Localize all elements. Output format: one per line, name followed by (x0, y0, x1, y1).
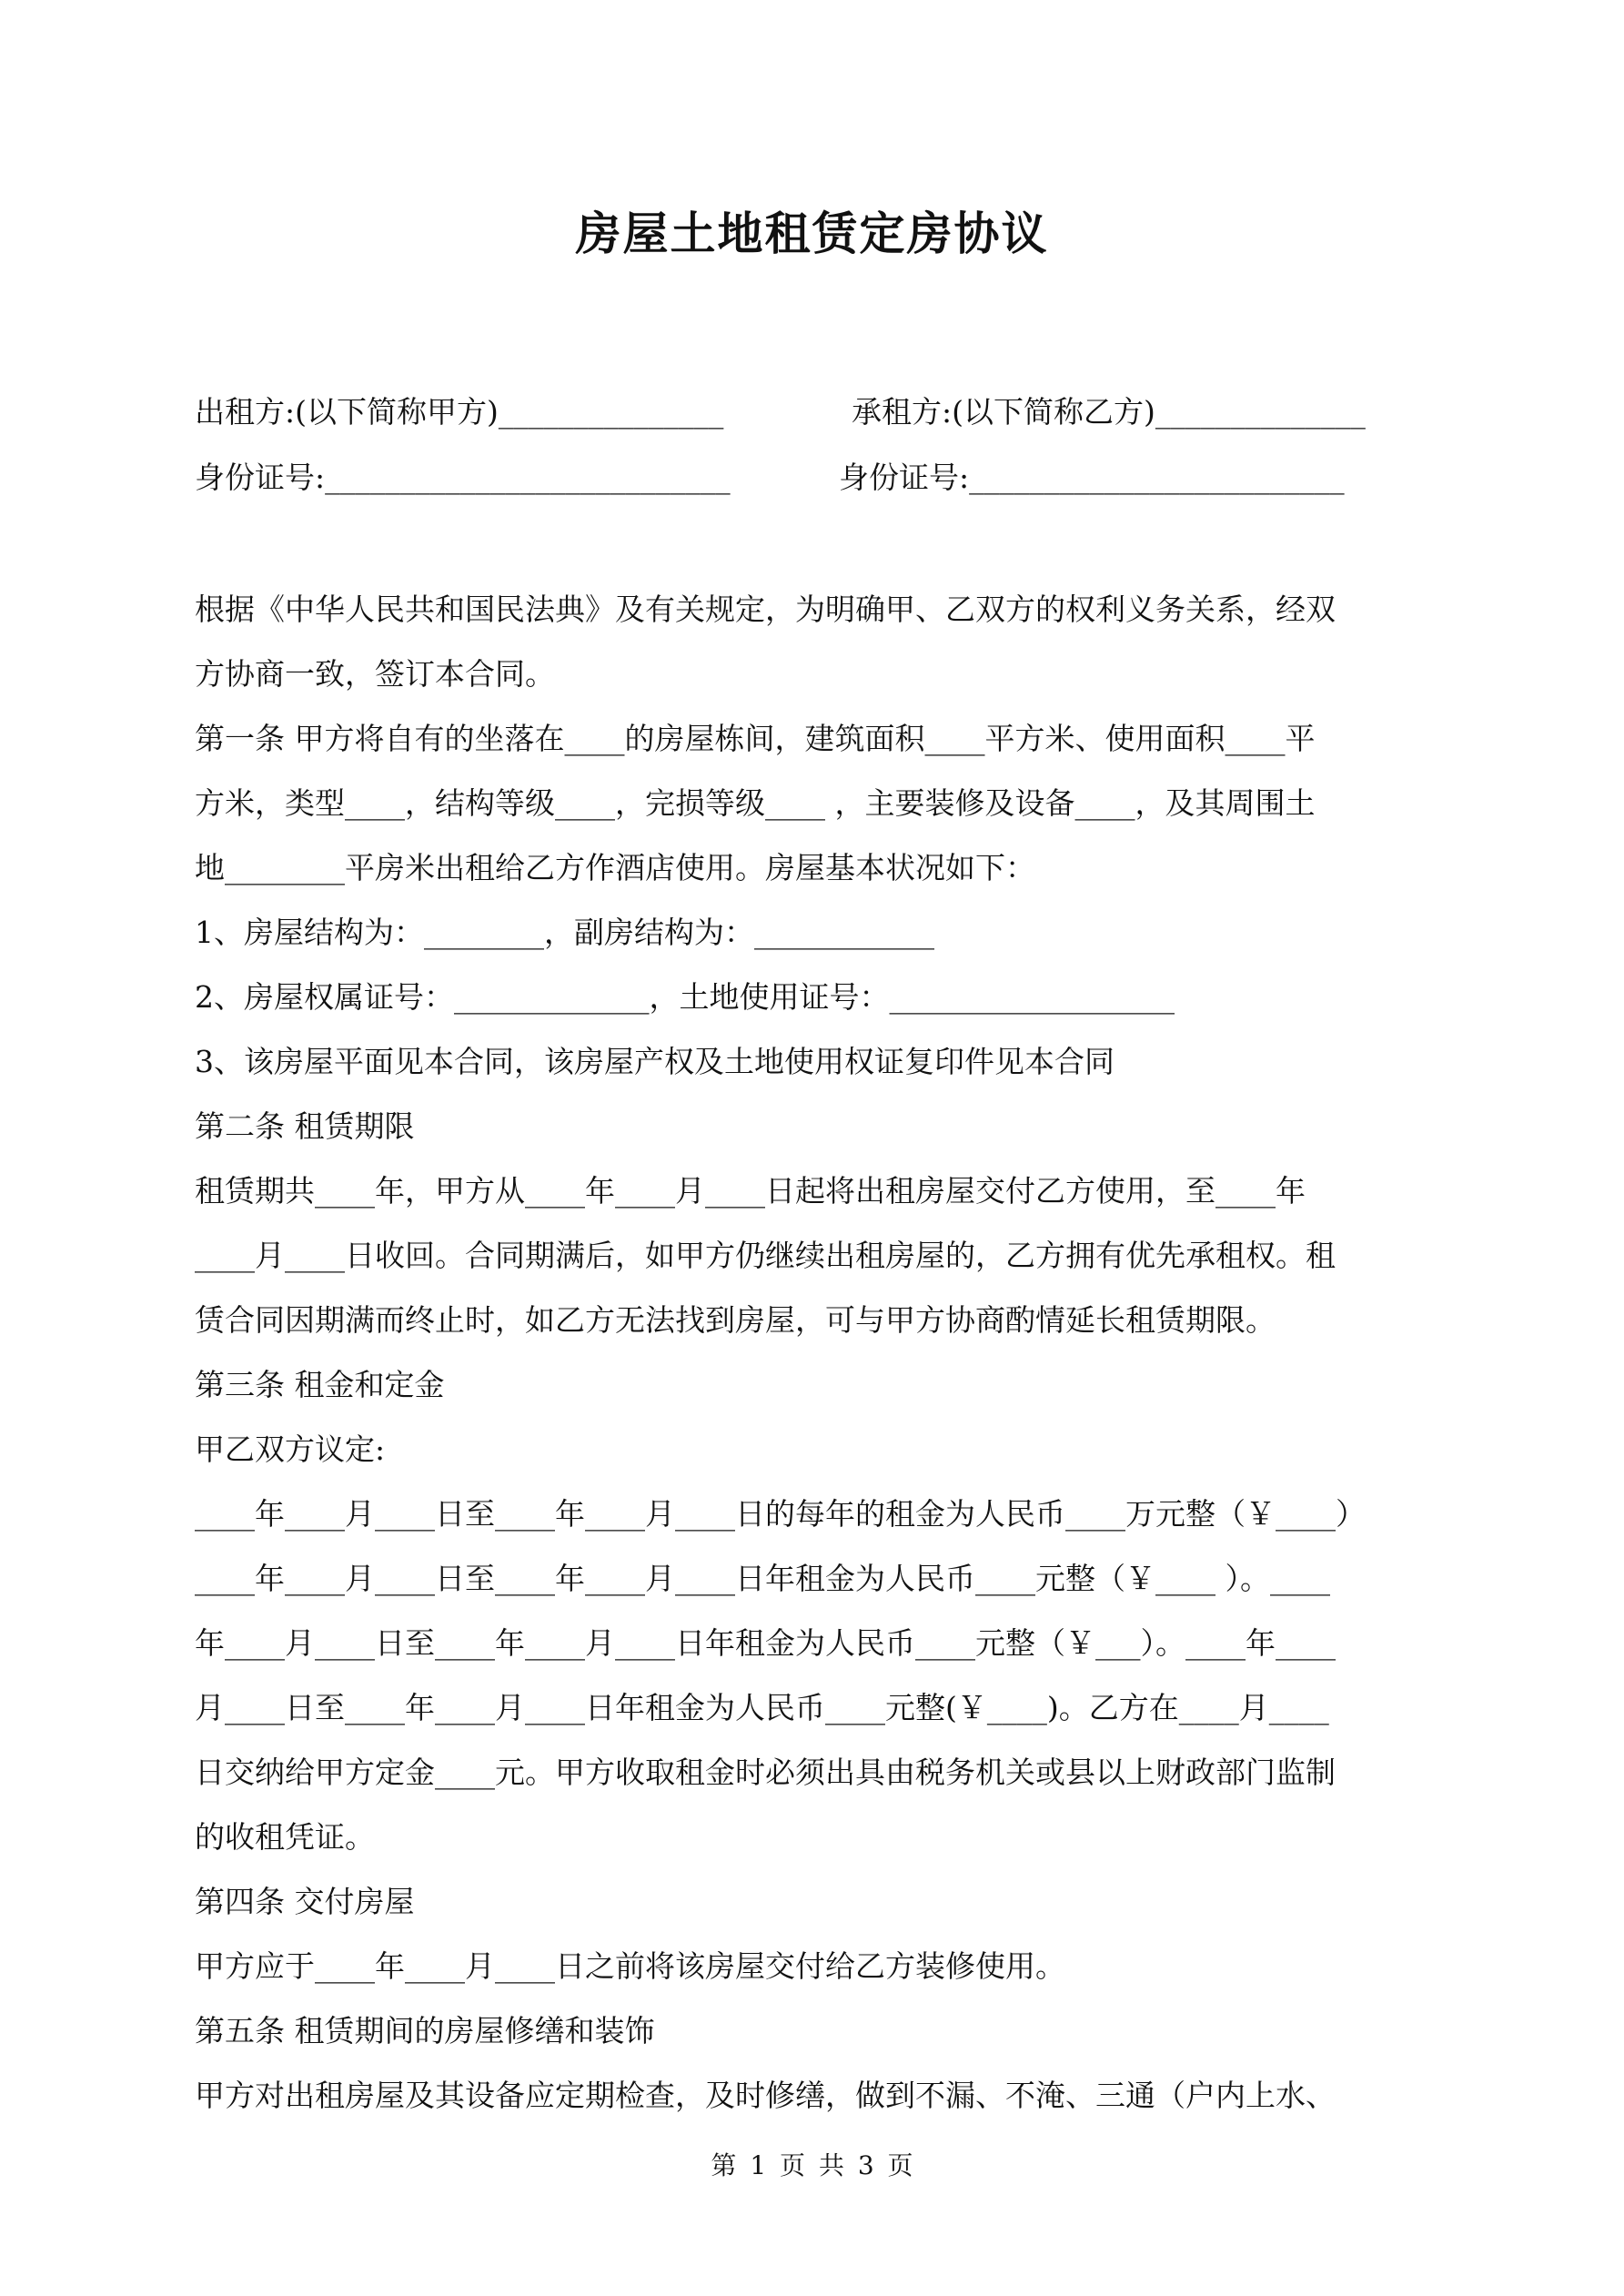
body-line: ____月____日收回。合同期满后，如甲方仍继续出租房屋的，乙方拥有优先承租权。租 (195, 1238, 1336, 1273)
body-line: 根据《中华人民共和国民法典》及有关规定，为明确甲、乙双方的权利义务关系，经双 (195, 592, 1336, 627)
body-line: 甲方应于____年____月____日之前将该房屋交付给乙方装修使用。 (195, 1948, 1065, 1984)
body-line: 地________平房米出租给乙方作酒店使用。房屋基本状况如下： (195, 850, 1035, 885)
lessor-id-label: 身份证号:___________________________ (195, 460, 731, 495)
page-footer: 第 1 页 共 3 页 (711, 2150, 913, 2180)
body-line: 年____月____日至____年____月____日年租金为人民币____元整（￥___）。____年____ (195, 1625, 1336, 1661)
body-line: ____年____月____日至____年____月____日年租金为人民币____元整（￥____ ）。____ (195, 1561, 1330, 1596)
body-line: ____年____月____日至____年____月____日的每年的租金为人民币____万元整（￥____） (195, 1496, 1366, 1532)
body-line: 月____日至____年____月____日年租金为人民币____元整(￥____)。乙方在____月____ (195, 1690, 1329, 1725)
document-title: 房屋土地租赁定房协议 (575, 207, 1049, 260)
section-heading: 第三条 租金和定金 (195, 1367, 445, 1402)
body-line: 方米，类型____，结构等级____，完损等级____ ，主要装修及设备____，及其周围土 (195, 785, 1316, 821)
section-heading: 第五条 租赁期间的房屋修缮和装饰 (195, 2013, 655, 2048)
section-heading: 第二条 租赁期限 (195, 1108, 415, 1144)
lessor-label: 出租方:(以下简称甲方)_______________ (195, 394, 724, 430)
lessee-label: 承租方:(以下简称乙方)______________ (852, 394, 1366, 430)
body-line: 2、房屋权属证号：_____________，土地使用证号：___________________ (195, 979, 1175, 1015)
body-line: 赁合同因期满而终止时，如乙方无法找到房屋，可与甲方协商酌情延长租赁期限。 (195, 1302, 1276, 1338)
section-heading: 第四条 交付房屋 (195, 1884, 415, 1919)
lessee-id-label: 身份证号:_________________________ (839, 460, 1345, 495)
contract-body (195, 577, 1443, 2128)
body-line: 第一条 甲方将自有的坐落在____的房屋栋间，建筑面积____平方米、使用面积____平 (195, 721, 1316, 756)
body-line: 1、房屋结构为：________，副房结构为：____________ (195, 915, 934, 950)
body-line: 3、该房屋平面见本合同，该房屋产权及土地使用权证复印件见本合同 (195, 1044, 1115, 1079)
body-line: 甲乙双方议定: (195, 1431, 386, 1467)
body-line: 日交纳给甲方定金____元。甲方收取租金时必须出具由税务机关或县以上财政部门监制 (195, 1755, 1336, 1790)
body-line: 甲方对出租房屋及其设备应定期检查，及时修缮，做到不漏、不淹、三通（户内上水、 (195, 2078, 1336, 2113)
body-line: 的收租凭证。 (195, 1819, 375, 1855)
body-line: 租赁期共____年，甲方从____年____月____日起将出租房屋交付乙方使用，至____年 (195, 1173, 1306, 1209)
body-line: 方协商一致，签订本合同。 (195, 656, 555, 692)
